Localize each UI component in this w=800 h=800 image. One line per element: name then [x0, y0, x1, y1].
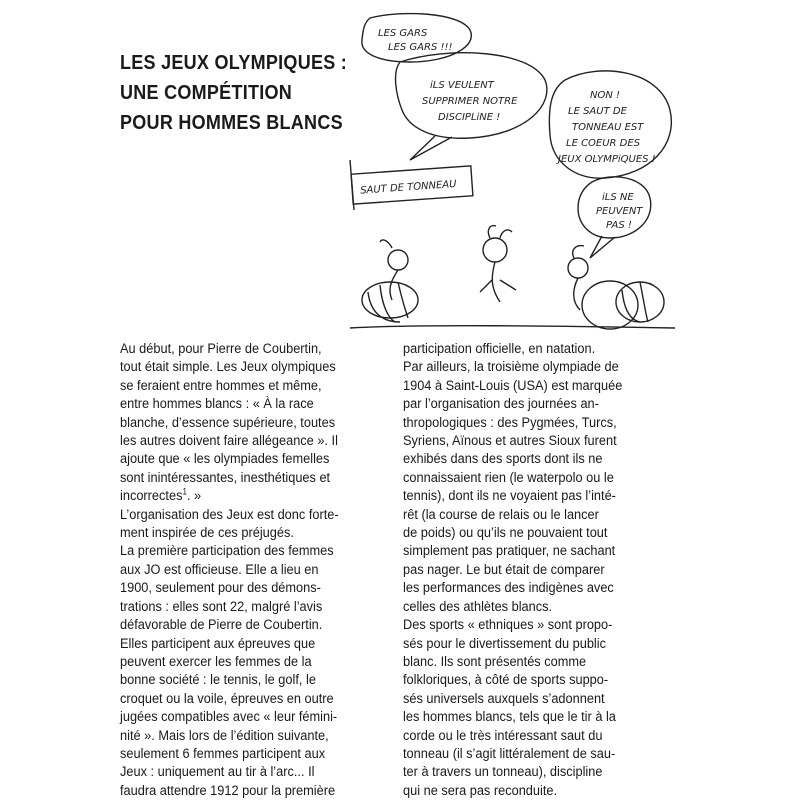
bubble-text: DISCIPLiNE ! — [438, 112, 501, 123]
text-line: celles des athlètes blancs. — [403, 598, 553, 615]
text-line: sont inintéressantes, inesthétiques et — [120, 469, 331, 486]
bubble-text: PAS ! — [606, 220, 632, 231]
text-line: 1904 à Saint-Louis (USA) est marquée — [403, 377, 623, 394]
text-line: exhibés dans des sports dont ils ne — [403, 451, 603, 468]
text-line: tout était simple. Les Jeux olympiques — [120, 359, 336, 376]
text-line: croquet ou la voile, épreuves en outre — [120, 690, 334, 707]
text-line: Jeux : uniquement au tir à l’arc... Il — [120, 764, 315, 781]
footnote-mark: 1 — [182, 486, 187, 497]
bubble-text: TONNEAU EST — [572, 122, 644, 133]
text-line: sés pour le divertissement du public — [403, 635, 606, 652]
left-column — [120, 340, 339, 800]
bubble-text: LES GARS !!! — [388, 42, 453, 53]
bubble-text: LE SAUT DE — [568, 106, 627, 117]
text-line: aux JO est officieuse. Elle a lieu en — [120, 561, 319, 578]
text-line: se feraient entre hommes et même, — [120, 377, 322, 394]
cartoon-illustration — [340, 10, 685, 340]
text-line: Des sports « ethniques » sont propo- — [403, 617, 613, 634]
text-line: sés universels auxquels s’adonnent — [403, 690, 605, 707]
text-line: La première participation des femmes — [120, 543, 334, 560]
text-line: blanche, d’essence supérieure, toutes — [120, 414, 336, 431]
text-line: corde ou le très intéressant saut du — [403, 727, 603, 744]
text-line: les autres doivent faire allégeance ». Il — [120, 433, 338, 450]
text-line: tennis), dont ils ne voyaient pas l’inté- — [403, 488, 616, 505]
text-line: rêt (la course de relais ou le lancer — [403, 506, 599, 523]
text-line: folkloriques, à côté de sports suppo- — [403, 672, 609, 689]
text-line: Elles participent aux épreuves que — [120, 635, 316, 652]
text-line: blanc. Ils sont présentés comme — [403, 653, 587, 670]
text-line: défavorable de Pierre de Coubertin. — [120, 617, 323, 634]
bubble-text: LE COEUR DES — [566, 138, 641, 149]
text-line: 1900, seulement pour des démons- — [120, 580, 321, 597]
text-line: les performances des indigènes avec — [403, 580, 614, 597]
bubble-text: LES GARS — [378, 28, 428, 39]
right-column — [403, 340, 622, 800]
text-line: tonneau (il s’agit littéralement de sau- — [403, 745, 616, 762]
text-line: Par ailleurs, la troisième olympiade de — [403, 359, 619, 376]
text-line: de poids) ou qu’ils ne pouvaient tout — [403, 525, 608, 542]
text-line — [120, 487, 339, 505]
footnote-text: incorrectes — [120, 488, 183, 505]
text-line: Au début, pour Pierre de Coubertin, — [120, 341, 322, 357]
text-line: trations : elles sont 22, malgré l’avis — [120, 598, 323, 615]
text-line: seulement 6 femmes participent aux — [120, 745, 326, 762]
text-line: les hommes blancs, tels que le tir à la — [403, 709, 616, 726]
bubble-text: JEUX OLYMPiQUES ! — [558, 154, 656, 165]
text-line: entre hommes blancs : « À la race — [120, 396, 314, 413]
text-line: peuvent exercer les femmes de la — [120, 653, 312, 670]
footnote-after: . » — [186, 488, 202, 505]
title-line: POUR HOMMES BLANCS — [120, 112, 343, 134]
text-line: thropologiques : des Pygmées, Turcs, — [403, 414, 617, 431]
bubble-text: SUPPRIMER NOTRE — [422, 96, 518, 107]
text-line: jugées compatibles avec « leur fémini- — [120, 709, 338, 726]
bubble-text: iLS NE — [602, 192, 634, 203]
text-line: simplement pas pratiquer, ne sachant — [403, 543, 616, 560]
text-line: connaissaient rien (le waterpolo ou le — [403, 469, 614, 486]
title-line: UNE COMPÉTITION — [120, 82, 293, 104]
bubble-text: iLS VEULENT — [430, 80, 494, 91]
text-line: ment inspirée de ces préjugés. — [120, 525, 294, 542]
text-line: faudra attendre 1912 pour la première — [120, 782, 336, 799]
text-line: pas nager. Le but était de comparer — [403, 561, 605, 578]
text-line: nité ». Mais lors de l’édition suivante, — [120, 727, 329, 744]
text-line: qui ne sera pas reconduite. — [403, 782, 558, 799]
sign-text: SAUT DE TONNEAU — [359, 178, 457, 197]
text-line: ajoute que « les olympiades femelles — [120, 451, 330, 468]
text-line: ter à travers un tonneau), discipline — [403, 764, 603, 781]
bubble-text: NON ! — [590, 90, 621, 101]
text-line: participation officielle, en natation. — [403, 341, 596, 357]
text-line: Syriens, Aïnous et autres Sioux furent — [403, 433, 617, 450]
text-line: L’organisation des Jeux est donc forte- — [120, 506, 339, 523]
bubble-text: PEUVENT — [596, 206, 643, 217]
text-line: bonne société : le tennis, le golf, le — [120, 672, 316, 689]
title-line: LES JEUX OLYMPIQUES : — [120, 52, 348, 74]
text-line: par l’organisation des journées an- — [403, 396, 599, 413]
page-title — [120, 48, 354, 138]
